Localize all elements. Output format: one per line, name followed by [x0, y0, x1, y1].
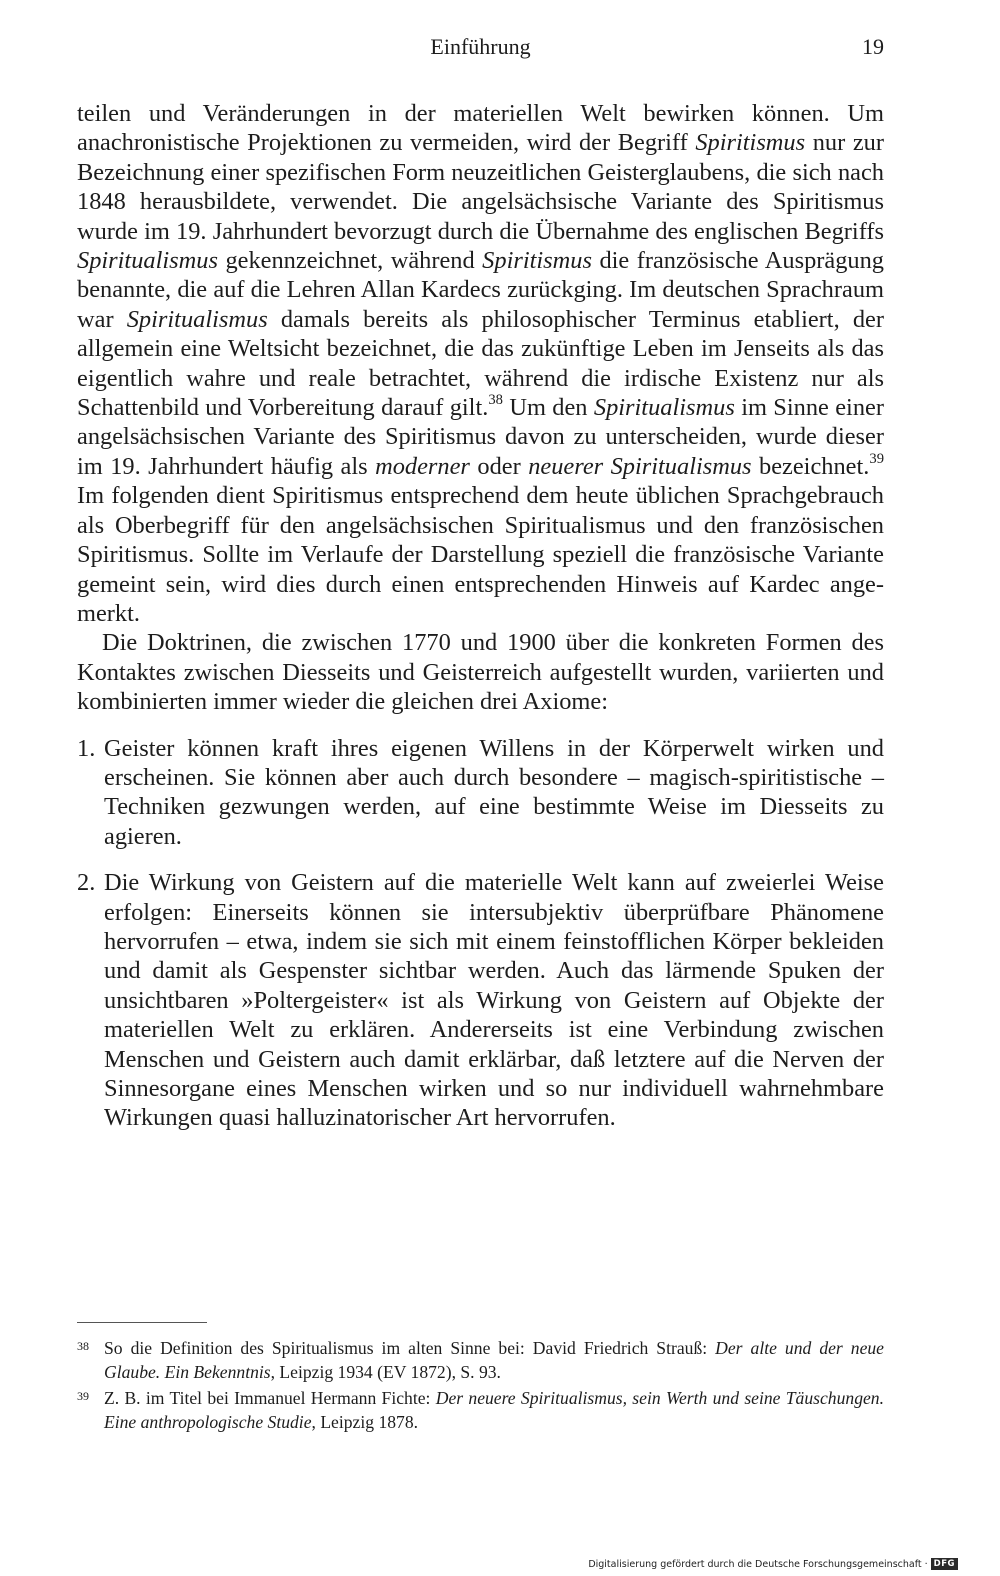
- page-number: 19: [862, 34, 884, 59]
- text-run: Um den: [502, 394, 594, 422]
- footnote-number: 39: [77, 1389, 89, 1403]
- paragraph-1: [77, 99, 884, 628]
- list-item: [77, 868, 884, 1133]
- term-neuerer-spiritualismus: neuerer Spiritualismus: [528, 452, 752, 480]
- cited-title: Der alte und der neue Glaube. Ein Bekenntnis: [104, 1338, 884, 1382]
- dfg-logo: DFG: [931, 1558, 958, 1570]
- text-run: oder: [469, 452, 529, 480]
- term-moderner: moderner: [375, 452, 470, 480]
- running-title: Einführung: [430, 34, 531, 59]
- main-text: [77, 99, 884, 1133]
- list-item: [77, 734, 884, 852]
- text-run: im Sinne einer angelsächsischen Variante des Spiritismus davon zu unterscheiden, wurde dieser im 19. Jahrhundert häufig als: [77, 394, 884, 480]
- text-run: bezeichnet.: [751, 452, 870, 480]
- footnotes: [77, 1336, 884, 1436]
- term-spiritualismus: Spiritualismus: [77, 247, 218, 275]
- footnote-ref-38[interactable]: 38: [488, 392, 503, 409]
- footnote-39: [77, 1386, 884, 1434]
- text-run: So die Definition des Spiritualismus im alten Sinne bei: David Friedrich Strauß:: [104, 1338, 716, 1358]
- text-run: die französische Ausprägung benannte, die auf die Lehren Allan Kardecs zurückging. Im deutschen Sprachraum war: [77, 247, 884, 333]
- text-run: , Leipzig 1934 (EV 1872), S. 93.: [270, 1362, 501, 1382]
- paragraph-2: Die Doktrinen, die zwischen 1770 und 1900 über die konkreten Formen des Kontaktes zwischen Diesseits und Geisterreich aufgestellt wurden, variierten und kombinierten immer wieder die gleichen drei Axiome:: [77, 629, 884, 716]
- list-number: 1.: [77, 734, 96, 762]
- cited-title: Der neuere Spiritualismus, sein Werth und seine Täuschungen. Eine anthropologische Studie: [104, 1388, 884, 1432]
- text-run: gekennzeichnet, während: [217, 247, 483, 275]
- text-run: Z. B. im Titel bei Immanuel Hermann Fichte:: [104, 1388, 436, 1408]
- axiom-list: [77, 734, 884, 1133]
- term-spiritismus: Spiritismus: [695, 129, 806, 157]
- footnote-38: [77, 1336, 884, 1384]
- running-header: [77, 30, 884, 64]
- text-run: , Leipzig 1878.: [311, 1412, 419, 1432]
- text-run: damals bereits als philosophischer Terminus etabliert, der allgemein eine Weltsicht bezeichnet, die das zukünftige Leben im Jenseits als das eigentlich wahre und reale betrachtet, während die irdische Existenz nur als Schattenbild und Vorbereitung darauf gilt.: [77, 305, 884, 422]
- footnote-divider: [77, 1322, 207, 1323]
- term-spiritualismus: Spiritualismus: [593, 394, 735, 422]
- text-run: Im folgenden dient Spiritismus entsprechend dem heute üblichen Sprachgebrauch als Oberbegriff für den angelsächsischen Spiritualismus und den französischen Spiritismus. Sollte im Verlaufe der Darstellung speziell die französische Variante gemeint sein, wird dies durch einen entsprechenden Hinweis auf Kardec angemerkt.: [77, 482, 884, 627]
- term-spiritismus: Spiritismus: [482, 247, 592, 275]
- credit-text: Digitalisierung gefördert durch die Deutsche Forschungsgemeinschaft ·: [588, 1558, 928, 1570]
- digitization-credit: [588, 1558, 958, 1570]
- list-text: Die Wirkung von Geistern auf die materielle Welt kann auf zweierlei Weise erfolgen: Einerseits können sie intersubjektiv überprüfbare Phänomene hervorrufen – etwa, indem sie sich mit einem feinstofflichen Körper bekleiden und damit als Gespenster sichtbar werden. Auch das lärmende Spuken der unsichtbaren »Poltergeister« ist als Wirkung von Geistern auf Objekte der materiellen Welt zu erklären. Andererseits ist eine Verbindung zwischen Menschen und Geistern auch damit erklärbar, daß letztere auf die Nerven der Sinnesorgane eines Menschen wirken und so nur individuell wahrnehmbare Wirkungen quasi halluzinatorischer Art hervorrufen.: [104, 869, 884, 1132]
- term-spiritualismus: Spiritualismus: [126, 305, 268, 333]
- list-number: 2.: [77, 869, 96, 897]
- footnote-ref-39[interactable]: 39: [869, 450, 884, 467]
- list-text: Geister können kraft ihres eigenen Willens in der Körperwelt wirken und erscheinen. Sie können aber auch durch besondere – magisch-spiritistische – Techniken gezwungen werden, auf eine bestimmte Weise im Diesseits zu agieren.: [104, 734, 884, 850]
- text-run: nur zur Bezeichnung einer spezifischen Form neuzeitlichen Geisterglaubens, die sich nach 1848 herausbildete, verwendet. Die angelsächsische Variante des Spiritismus wurde im 19. Jahrhundert bevorzugt durch die Übernahme des englischen Begriffs: [77, 129, 884, 245]
- text-run: teilen und Veränderungen in der materiellen Welt bewirken können. Um anachronistische Projektionen zu vermeiden, wird der Begriff: [77, 100, 884, 157]
- footnote-number: 38: [77, 1339, 89, 1353]
